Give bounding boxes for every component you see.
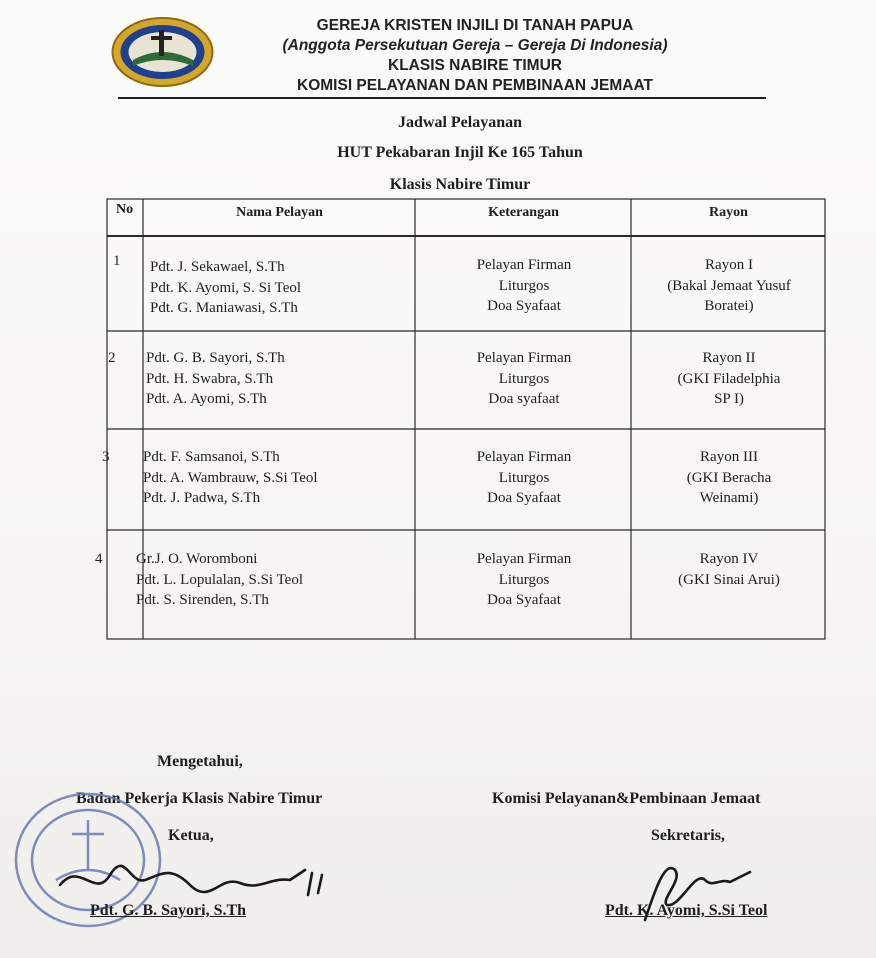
header-divider: [118, 97, 766, 99]
row-number: 3: [102, 449, 110, 465]
role-text: Doa syafaat: [488, 391, 560, 407]
role-text: Pelayan Firman: [476, 551, 572, 567]
right-org: Komisi Pelayanan&Pembinaan Jemaat: [492, 790, 761, 807]
role-text: Doa Syafaat: [487, 490, 561, 506]
row-number: 1: [113, 253, 121, 269]
rayon-text: (Bakal Jemaat Yusuf: [667, 277, 791, 294]
doc-subtitle: HUT Pekabaran Injil Ke 165 Tahun: [337, 144, 583, 161]
klasis-name: KLASIS NABIRE TIMUR: [388, 57, 562, 74]
pelayan-name: Pdt. G. Maniawasi, S.Th: [150, 300, 298, 316]
row-number: 2: [108, 350, 116, 366]
pelayan-name: Pdt. K. Ayomi, S. Si Teol: [150, 279, 302, 296]
role-text: Doa Syafaat: [487, 592, 561, 608]
rayon-text: Rayon III: [700, 449, 758, 465]
pelayan-name: Pdt. S. Sirenden, S.Th: [136, 592, 269, 608]
pelayan-name: Pdt. A. Ayomi, S.Th: [146, 391, 267, 407]
row-roles: [416, 549, 632, 611]
org-name: GEREJA KRISTEN INJILI DI TANAH PAPUA: [316, 17, 634, 34]
pelayan-name: Pdt. F. Samsanoi, S.Th: [143, 449, 280, 465]
row-rayon: [632, 447, 826, 509]
role-text: Pelayan Firman: [476, 449, 572, 465]
role-text: Liturgos: [498, 277, 550, 294]
pelayan-name: Pdt. J. Padwa, S.Th: [143, 490, 261, 506]
rayon-text: (GKI Beracha: [686, 469, 772, 486]
header-nama: Nama Pelayan: [236, 205, 323, 220]
pelayan-name: Gr.J. O. Woromboni: [136, 551, 258, 567]
pelayan-name: Pdt. H. Swabra, S.Th: [146, 370, 274, 387]
row-rayon: [632, 255, 826, 317]
letterhead: [220, 16, 730, 96]
rayon-text: Rayon IV: [699, 551, 759, 567]
rayon-text: (GKI Sinai Arui): [678, 571, 780, 588]
row-number: 4: [95, 551, 103, 567]
row-roles: [416, 348, 632, 410]
rayon-text: Rayon II: [702, 350, 756, 366]
org-membership: (Anggota Persekutuan Gereja – Gereja Di Indonesia): [282, 37, 668, 54]
row-rayon: [632, 549, 826, 590]
role-text: Liturgos: [498, 469, 550, 486]
role-text: Pelayan Firman: [476, 257, 572, 273]
pelayan-name: Pdt. J. Sekawael, S.Th: [150, 259, 285, 275]
right-role: Sekretaris,: [651, 827, 725, 844]
pelayan-name: Pdt. L. Lopulalan, S.Si Teol: [136, 571, 304, 588]
header-rayon: Rayon: [709, 205, 748, 220]
rayon-text: SP I): [714, 391, 744, 407]
mengetahui-label: Mengetahui,: [157, 753, 243, 770]
church-logo-icon: [111, 16, 214, 88]
ketua-signature-icon: [50, 855, 350, 905]
row-names: [146, 348, 285, 410]
row-roles: [416, 255, 632, 317]
role-text: Liturgos: [498, 571, 550, 588]
schedule-table: [95, 198, 826, 640]
row-roles: [416, 447, 632, 509]
ketua-name: Pdt. G. B. Sayori, S.Th: [90, 902, 247, 919]
row-names: [136, 549, 303, 611]
pelayan-name: Pdt. A. Wambrauw, S.Si Teol: [143, 469, 318, 486]
commission-name: KOMISI PELAYANAN DAN PEMBINAAN JEMAAT: [297, 77, 653, 94]
pelayan-name: Pdt. G. B. Sayori, S.Th: [146, 350, 285, 366]
rayon-text: Boratei): [704, 298, 754, 314]
rayon-text: Rayon I: [705, 257, 753, 273]
row-names: [150, 257, 301, 319]
doc-klasis-title: Klasis Nabire Timur: [389, 176, 531, 193]
role-text: Doa Syafaat: [487, 298, 561, 314]
role-text: Liturgos: [498, 370, 550, 387]
sekretaris-name: Pdt. K. Ayomi, S.Si Teol: [605, 902, 768, 919]
row-rayon: [632, 348, 826, 410]
doc-title: Jadwal Pelayanan: [397, 114, 522, 131]
header-no: No: [116, 202, 134, 217]
role-text: Pelayan Firman: [476, 350, 572, 366]
header-keterangan: Keterangan: [488, 205, 559, 220]
rayon-text: (GKI Filadelphia: [677, 370, 781, 387]
left-org: Badan Pekerja Klasis Nabire Timur: [76, 790, 323, 807]
left-role: Ketua,: [168, 827, 214, 844]
row-names: [143, 447, 318, 509]
rayon-text: Weinami): [699, 490, 759, 506]
